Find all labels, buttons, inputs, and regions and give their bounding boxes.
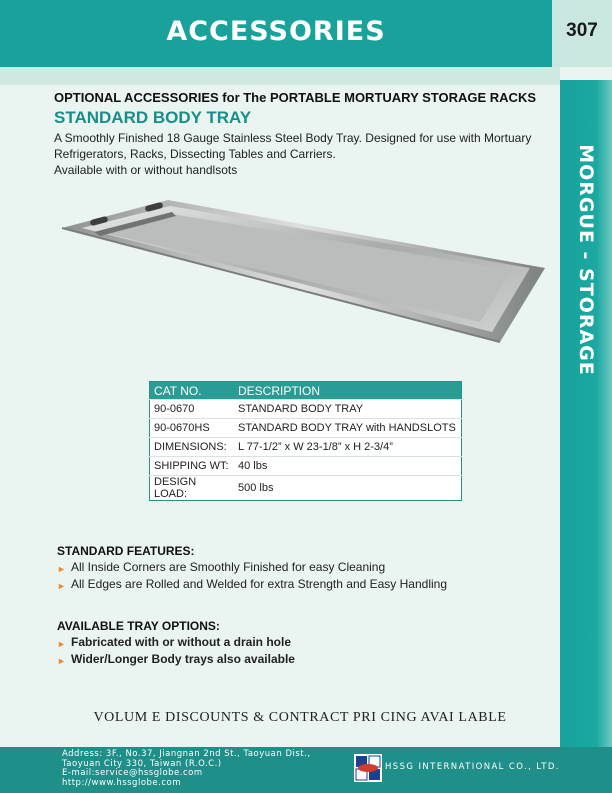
address-line: Taoyuan City 330, Taiwan (R.O.C.) (62, 758, 222, 769)
spec-table-header-row (150, 382, 462, 400)
email-link[interactable]: E-mail:service@hssglobe.com (62, 768, 203, 778)
spec-table (149, 381, 462, 501)
list-item-text: Wider/Longer Body trays also available (71, 652, 295, 666)
website-link[interactable]: http://www.hssglobe.com (62, 777, 181, 788)
arrow-bullet-icon: ► (57, 581, 66, 591)
address-line: Address: 3F., No.37, Jiangnan 2nd St., Taoyuan Dist., (62, 749, 311, 759)
description-line: Available with or without handlsots (54, 163, 238, 177)
table-row (150, 476, 462, 501)
body-tray-image (60, 190, 550, 345)
column-header-description: DESCRIPTION (234, 382, 462, 400)
list-item-text: Fabricated with or without a drain hole (71, 635, 292, 649)
table-cell: STANDARD BODY TRAY with HANDSLOTS (234, 419, 462, 438)
list-item (57, 559, 447, 576)
side-label (560, 115, 612, 405)
description-line: A Smoothly Finished 18 Gauge Stainless Steel Body Tray. Designed for use with Mortuary (54, 131, 532, 145)
side-label-text: MORGUE - STORAGE (575, 144, 597, 376)
list-item (57, 651, 295, 668)
description-line: Refrigerators, Racks, Dissecting Tables and Carriers. (54, 147, 336, 161)
description (54, 130, 554, 178)
table-cell: 500 lbs (234, 476, 462, 501)
arrow-bullet-icon: ► (57, 564, 66, 574)
table-row (150, 438, 462, 457)
list-item-text: All Inside Corners are Smoothly Finished for easy Cleaning (71, 560, 386, 574)
top-strip (0, 67, 560, 85)
list-item (57, 576, 447, 593)
subtitle: OPTIONAL ACCESSORIES for The PORTABLE MORTUARY STORAGE RACKS (54, 90, 536, 105)
table-row (150, 400, 462, 419)
table-cell: DIMENSIONS: (150, 438, 235, 457)
table-cell: 40 lbs (234, 457, 462, 476)
volume-discount-notice: VOLUM E DISCOUNTS & CONTRACT PRI CING AVAI LABLE (93, 710, 507, 725)
table-cell: SHIPPING WT: (150, 457, 235, 476)
table-cell: STANDARD BODY TRAY (234, 400, 462, 419)
column-header-cat-no: CAT NO. (150, 382, 235, 400)
page-number: 307 (566, 20, 598, 41)
table-cell: 90-0670 (150, 400, 235, 419)
company-name: HSSG INTERNATIONAL CO., LTD. (385, 762, 560, 772)
table-row (150, 457, 462, 476)
list-item-text: All Edges are Rolled and Welded for extra Strength and Easy Handling (71, 577, 448, 591)
table-cell: L 77-1/2” x W 23-1/8” x H 2-3/4” (234, 438, 462, 457)
standard-features-list (57, 559, 447, 593)
list-item (57, 634, 295, 651)
arrow-bullet-icon: ► (57, 639, 66, 649)
standard-features-heading: STANDARD FEATURES: (57, 544, 195, 558)
table-row (150, 419, 462, 438)
product-title: STANDARD BODY TRAY (54, 108, 252, 127)
page-title: ACCESSORIES (166, 16, 386, 47)
tray-options-list (57, 634, 295, 668)
table-cell: DESIGN LOAD: (150, 476, 235, 501)
arrow-bullet-icon: ► (57, 656, 66, 666)
hssg-logo-icon (354, 754, 382, 782)
table-cell: 90-0670HS (150, 419, 235, 438)
tray-options-heading: AVAILABLE TRAY OPTIONS: (57, 619, 220, 633)
footer-address (62, 750, 311, 788)
